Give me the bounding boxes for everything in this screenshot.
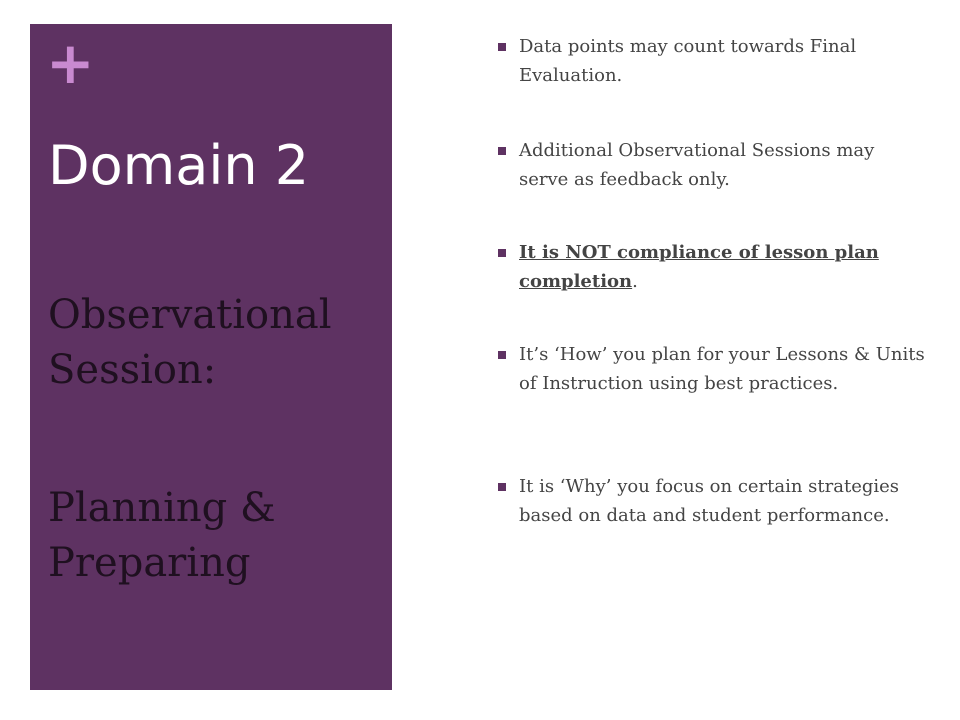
bullet-emphasis-text: It is NOT compliance of lesson plan completion [519, 242, 879, 292]
slide-title: Domain 2 [48, 134, 310, 197]
square-bullet-icon [498, 249, 506, 257]
bullet-item [498, 340, 928, 398]
subtitle-line: Session: [48, 347, 217, 393]
square-bullet-icon [498, 43, 506, 51]
title-panel [30, 24, 392, 690]
bullet-item [498, 472, 928, 530]
bullet-suffix: . [632, 271, 638, 292]
subtitle-line: Preparing [48, 540, 251, 586]
square-bullet-icon [498, 147, 506, 155]
subtitle-spacer [48, 398, 388, 481]
bullet-text: Additional Observational Sessions may serve as feedback only. [519, 140, 875, 190]
bullet-text: It is ‘Why’ you focus on certain strategies based on data and student performance. [519, 476, 900, 526]
square-bullet-icon [498, 351, 506, 359]
subtitle-line: Observational [48, 292, 332, 338]
bullet-item [498, 238, 928, 296]
bullet-item [498, 136, 928, 194]
slide-subtitle [48, 288, 388, 591]
subtitle-line: Planning & [48, 485, 276, 531]
plus-icon: + [46, 29, 95, 97]
bullet-text: Data points may count towards Final Evaluation. [519, 36, 857, 86]
bullet-text: It’s ‘How’ you plan for your Lessons & Units of Instruction using best practices. [519, 344, 925, 394]
square-bullet-icon [498, 483, 506, 491]
bullet-item [498, 32, 928, 90]
